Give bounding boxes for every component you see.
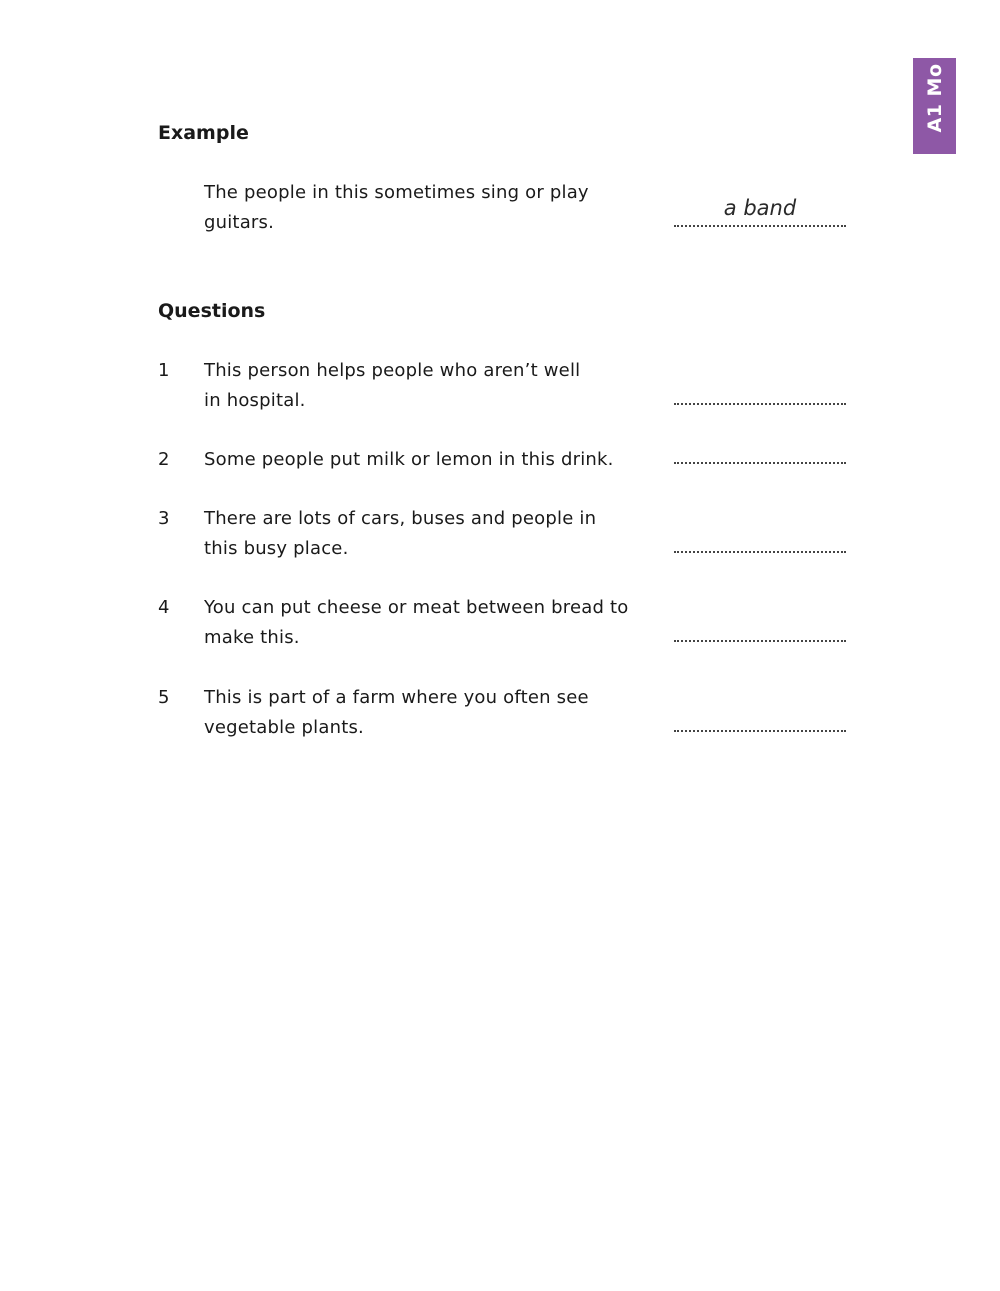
side-tab-label: A1 Mo — [923, 63, 946, 133]
question-text: This is part of a farm where you often see vegetable plants. — [204, 687, 589, 738]
question-number: 3 — [158, 508, 170, 529]
question-number: 1 — [158, 360, 170, 381]
example-answer: a band — [723, 196, 797, 220]
answer-input-line[interactable] — [674, 462, 846, 464]
answer-input-line[interactable] — [674, 640, 846, 642]
question-number: 4 — [158, 597, 170, 618]
questions-heading: Questions — [158, 300, 266, 322]
question-text: Some people put milk or lemon in this drink. — [204, 449, 614, 470]
question-number: 2 — [158, 449, 170, 470]
example-answer-line — [674, 225, 846, 227]
question-text: You can put cheese or meat between bread to make this. — [204, 597, 629, 648]
example-question: The people in this sometimes sing or play guitars. — [204, 182, 589, 233]
answer-input-line[interactable] — [674, 551, 846, 553]
question-text: This person helps people who aren’t well in hospital. — [204, 360, 581, 411]
question-text: There are lots of cars, buses and people in this busy place. — [204, 508, 597, 559]
side-tab — [913, 58, 956, 154]
answer-input-line[interactable] — [674, 730, 846, 732]
example-heading: Example — [158, 122, 249, 144]
answer-input-line[interactable] — [674, 403, 846, 405]
question-number: 5 — [158, 687, 170, 708]
